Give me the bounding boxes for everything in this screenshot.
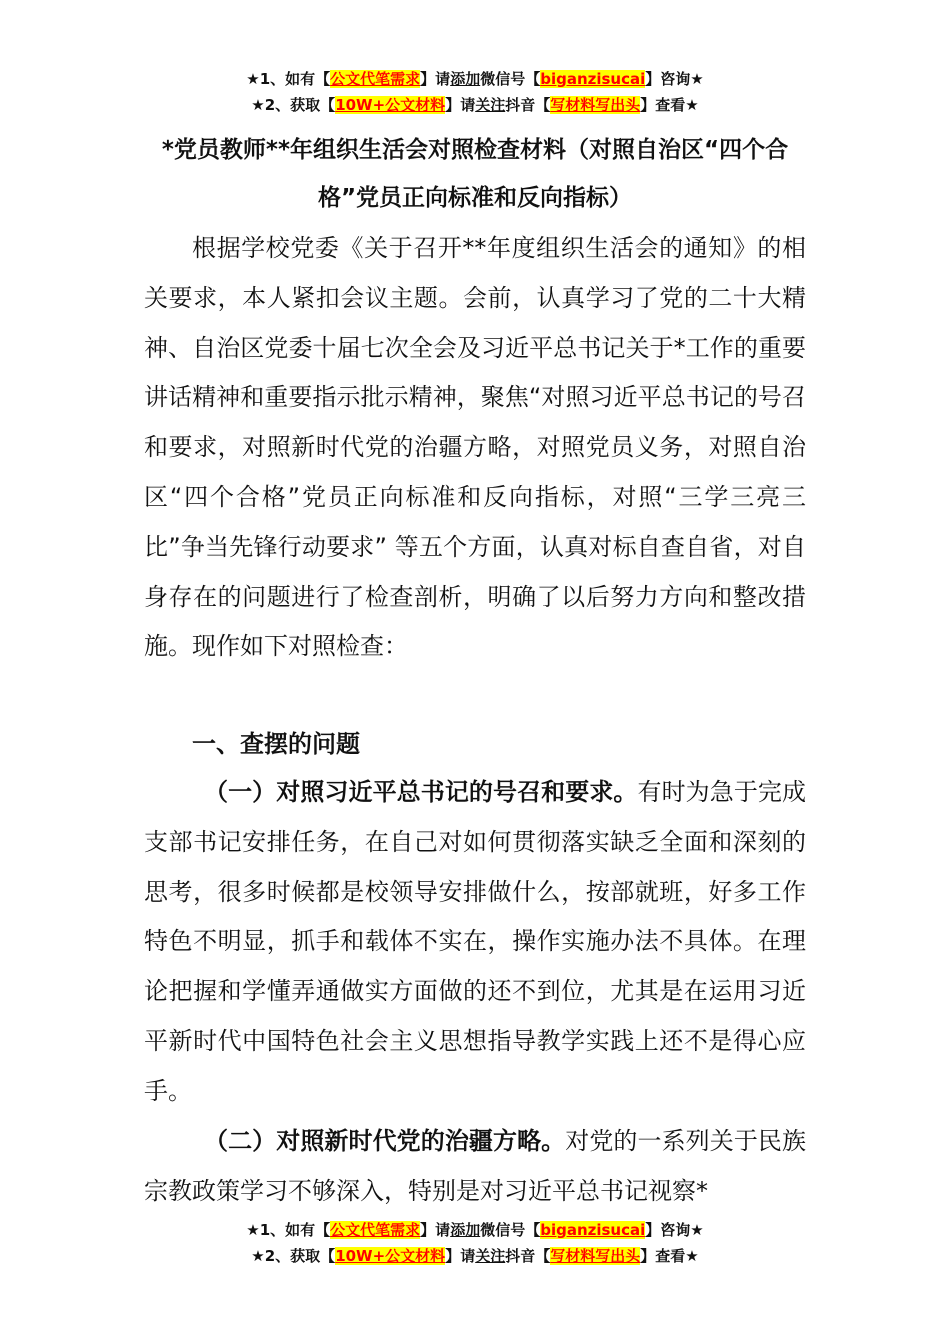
banner-text: 】请: [445, 96, 476, 114]
banner-line-2: [0, 1243, 950, 1269]
banner-line-1: [0, 66, 950, 92]
item-2-text: 对党的一系列关于民族宗教政策学习不够深入，特别是对习近平总书记视察*: [144, 1127, 806, 1205]
banner-text: ★2、获取【: [251, 96, 336, 114]
intro-paragraph: 根据学校党委《关于召开**年度组织生活会的通知》的相关要求，本人紧扣会议主题。会前，认真学习了党的二十大精神、自治区党委十届七次全会及习近平总书记关于*工作的重要讲话精神和重要指示批示精神，聚焦“对照习近平总书记的号召和要求，对照新时代党的治疆方略，对照党员义务，对照自治区“四个合格”党员正向标准和反向指标，对照“三学三亮三比”争当先锋行动要求” 等五个方面，认真对标自查自省，对自身存在的问题进行了检查剖析，明确了以后努力方向和整改措施。现作如下对照检查：: [144, 234, 806, 661]
banner-underlined: 添加: [450, 70, 481, 88]
banner-text: 抖音【: [505, 1247, 551, 1265]
header-banner: [0, 66, 950, 118]
banner-text: ★1、如有【: [246, 70, 331, 88]
banner-highlight: 10W+公文材料: [335, 1247, 446, 1265]
banner-underlined: 关注: [475, 96, 506, 114]
banner-highlight: 10W+公文材料: [335, 96, 446, 114]
item-1-text: 有时为急于完成支部书记安排任务，在自己对如何贯彻落实缺乏全面和深刻的思考，很多时候都是校领导安排做什么，按部就班，好多工作特色不明显，抓手和载体不实在，操作实施办法不具体。在理论把握和学懂弄通做实方面做的还不到位，尤其是在运用习近平新时代中国特色社会主义思想指导教学实践上还不是得心应手。: [144, 778, 806, 1105]
banner-text: 】请: [420, 70, 451, 88]
banner-underlined: 关注: [475, 1247, 506, 1265]
section-heading: 一、查摆的问题: [192, 730, 360, 758]
banner-highlight: 写材料写出头: [550, 1247, 641, 1265]
banner-highlight: biganzisucai: [540, 1221, 646, 1239]
item-1-lead: （一）对照习近平总书记的号召和要求。: [204, 778, 638, 806]
banner-text: 】查看★: [640, 96, 699, 114]
banner-text: 微信号【: [480, 1221, 541, 1239]
banner-underlined: 添加: [450, 1221, 481, 1239]
item-1-paragraph: [144, 768, 806, 1117]
banner-text: ★2、获取【: [251, 1247, 336, 1265]
banner-line-1: [0, 1217, 950, 1243]
banner-text: 】咨询★: [645, 70, 704, 88]
banner-line-2: [0, 92, 950, 118]
banner-highlight: 写材料写出头: [550, 96, 641, 114]
banner-text: 】查看★: [640, 1247, 699, 1265]
banner-highlight: 公文代笔需求: [330, 70, 421, 88]
item-2-paragraph: [144, 1117, 806, 1217]
document-title: *党员教师**年组织生活会对照检查材料（对照自治区“四个合格”党员正向标准和反向指标）: [161, 137, 789, 211]
banner-text: ★1、如有【: [246, 1221, 331, 1239]
banner-highlight: 公文代笔需求: [330, 1221, 421, 1239]
banner-text: 】咨询★: [645, 1221, 704, 1239]
banner-text: 】请: [420, 1221, 451, 1239]
banner-text: 微信号【: [480, 70, 541, 88]
banner-highlight: biganzisucai: [540, 70, 646, 88]
footer-banner: [0, 1217, 950, 1269]
banner-text: 】请: [445, 1247, 476, 1265]
item-2-lead: （二）对照新时代党的治疆方略。: [204, 1127, 566, 1155]
banner-text: 抖音【: [505, 96, 551, 114]
